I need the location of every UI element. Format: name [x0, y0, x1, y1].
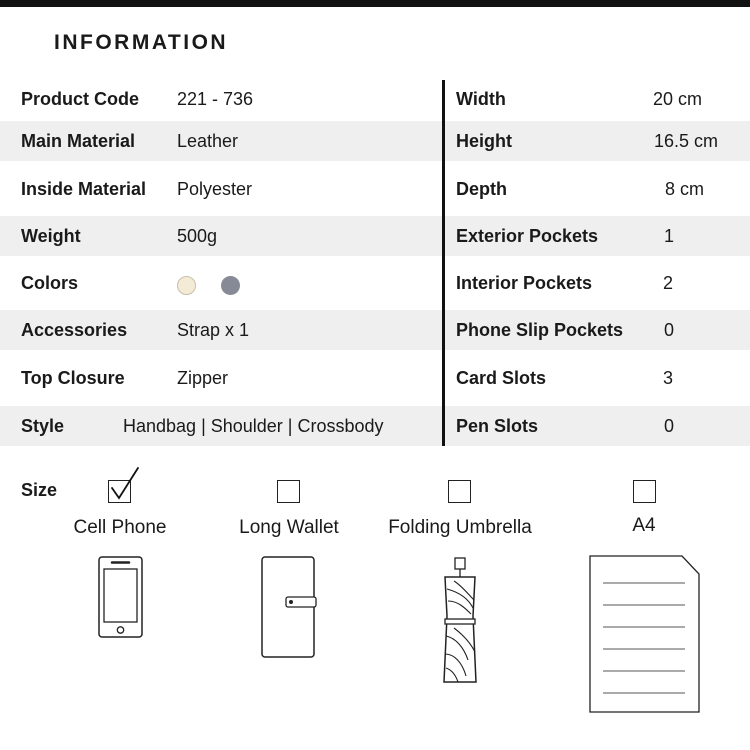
spec-label-width: Width	[456, 89, 506, 109]
column-divider	[442, 80, 445, 446]
folding-umbrella-icon	[438, 556, 484, 686]
spec-label-height: Height	[456, 131, 512, 151]
size-label: Size	[21, 480, 58, 500]
spec-value-phone-slip-pockets: 0	[664, 320, 675, 340]
section-title: INFORMATION	[54, 31, 229, 54]
checkbox-folding-umbrella[interactable]	[448, 480, 471, 503]
spec-label-phone-slip-pockets: Phone Slip Pockets	[456, 320, 624, 340]
spec-label-weight: Weight	[21, 226, 81, 246]
spec-label-interior-pockets: Interior Pockets	[456, 273, 593, 293]
spec-value-pen-slots: 0	[664, 416, 675, 436]
checkbox-long-wallet[interactable]	[277, 480, 300, 503]
spec-value-main-material: Leather	[177, 131, 239, 151]
spec-value-interior-pockets: 2	[663, 273, 674, 293]
spec-value-accessories: Strap x 1	[177, 320, 250, 340]
spec-value-top-closure: Zipper	[177, 368, 229, 388]
row-stripe	[0, 216, 750, 256]
spec-value-exterior-pockets: 1	[664, 226, 675, 246]
spec-label-depth: Depth	[456, 179, 507, 199]
spec-value-depth: 8 cm	[665, 179, 705, 199]
a4-paper-icon	[587, 554, 703, 716]
top-bar	[0, 0, 750, 7]
spec-label-top-closure: Top Closure	[21, 368, 125, 388]
size-caption-long-wallet: Long Wallet	[239, 517, 339, 538]
spec-label-style: Style	[21, 416, 65, 436]
spec-value-width: 20 cm	[653, 89, 703, 109]
spec-value-height: 16.5 cm	[654, 131, 719, 151]
spec-value-style: Handbag | Shoulder | Crossbody	[123, 416, 384, 436]
spec-label-colors: Colors	[21, 273, 79, 293]
spec-label-main-material: Main Material	[21, 131, 136, 151]
size-caption-a4: A4	[632, 515, 656, 536]
spec-label-exterior-pockets: Exterior Pockets	[456, 226, 599, 246]
spec-label-accessories: Accessories	[21, 320, 128, 340]
spec-value-card-slots: 3	[663, 368, 674, 388]
color-swatch-cream	[177, 276, 196, 295]
check-mark-icon	[104, 464, 144, 506]
cell-phone-icon	[97, 555, 145, 641]
spec-value-weight: 500g	[177, 226, 218, 246]
color-swatch-gray	[221, 276, 240, 295]
checkbox-a4[interactable]	[633, 480, 656, 503]
spec-label-card-slots: Card Slots	[456, 368, 547, 388]
spec-label-product-code: Product Code	[21, 89, 140, 109]
size-caption-cell-phone: Cell Phone	[73, 517, 167, 538]
size-caption-folding-umbrella: Folding Umbrella	[388, 517, 532, 538]
spec-label-inside-material: Inside Material	[21, 179, 147, 199]
long-wallet-icon	[259, 555, 319, 661]
spec-label-pen-slots: Pen Slots	[456, 416, 539, 436]
spec-value-product-code: 221 - 736	[177, 89, 254, 109]
spec-value-inside-material: Polyester	[177, 179, 253, 199]
